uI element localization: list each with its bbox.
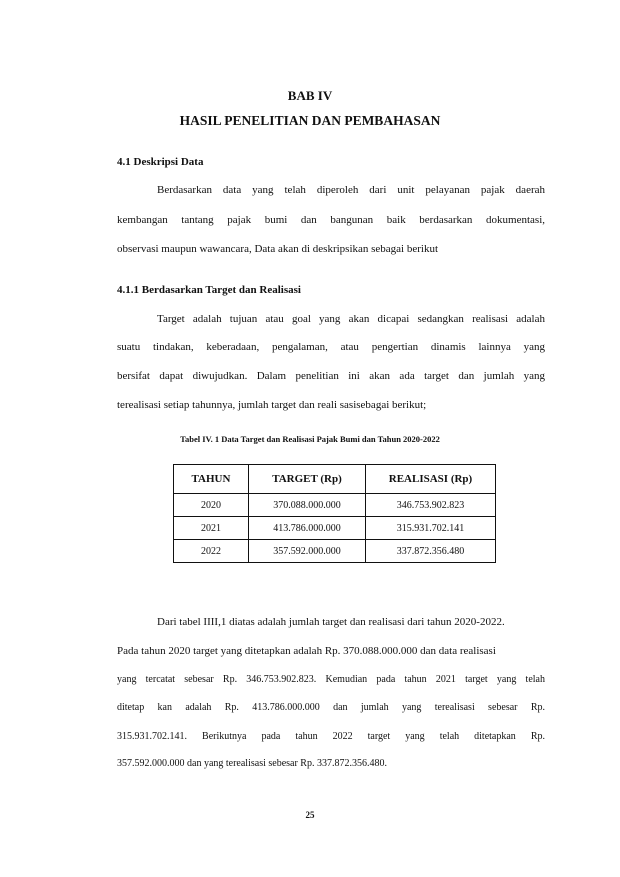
- paragraph-line: terealisasi setiap tahunnya, jumlah target dan reali sasisebagai berikut;: [117, 399, 427, 411]
- page-number: 25: [305, 810, 315, 820]
- table-cell-realization: 315.931.702.141: [366, 517, 496, 540]
- paragraph-line: ditetap kan adalah Rp. 413.786.000.000 dan jumlah yang terealisasi sebesar Rp.: [117, 702, 545, 713]
- table-cell-year: 2022: [174, 540, 249, 563]
- paragraph-line: 315.931.702.141. Berikutnya pada tahun 2022 target yang telah ditetapkan Rp.: [117, 731, 545, 742]
- paragraph-line: suatu tindakan, keberadaan, pengalaman, atau pengertian dinamis lainnya yang: [117, 341, 545, 353]
- paragraph-line: Pada tahun 2020 target yang ditetapkan adalah Rp. 370.088.000.000 dan data realisasi: [117, 645, 496, 657]
- table-header-row: [174, 465, 496, 494]
- table-row: [174, 494, 496, 517]
- section-heading-4-1: 4.1 Deskripsi Data: [117, 156, 204, 168]
- paragraph-line: Dari tabel IIII,1 diatas adalah jumlah target dan realisasi dari tahun 2020-2022.: [157, 616, 505, 628]
- column-header-tahun: TAHUN: [174, 465, 249, 494]
- column-header-target: TARGET (Rp): [249, 465, 366, 494]
- table-cell-year: 2020: [174, 494, 249, 517]
- table-cell-realization: 346.753.902.823: [366, 494, 496, 517]
- data-table: [173, 464, 496, 563]
- table-cell-realization: 337.872.356.480: [366, 540, 496, 563]
- table-cell-year: 2021: [174, 517, 249, 540]
- paragraph-line: kembangan tantang pajak bumi dan bangunan baik berdasarkan dokumentasi,: [117, 214, 545, 226]
- column-header-realisasi: REALISASI (Rp): [366, 465, 496, 494]
- table-cell-target: 357.592.000.000: [249, 540, 366, 563]
- table-cell-target: 370.088.000.000: [249, 494, 366, 517]
- table-cell-target: 413.786.000.000: [249, 517, 366, 540]
- paragraph-line: 357.592.000.000 dan yang terealisasi sebesar Rp. 337.872.356.480.: [117, 758, 387, 769]
- paragraph-line: Target adalah tujuan atau goal yang akan dicapai sedangkan realisasi adalah: [157, 313, 545, 325]
- section-heading-4-1-1: 4.1.1 Berdasarkan Target dan Realisasi: [117, 284, 301, 296]
- chapter-number: BAB IV: [287, 88, 333, 103]
- paragraph-line: observasi maupun wawancara, Data akan di deskripsikan sebagai berikut: [117, 243, 439, 255]
- paragraph-line: bersifat dapat diwujudkan. Dalam penelitian ini akan ada target dan jumlah yang: [117, 370, 545, 382]
- paragraph-line: Berdasarkan data yang telah diperoleh dari unit pelayanan pajak daerah: [157, 184, 545, 196]
- table-row: [174, 540, 496, 563]
- chapter-title: HASIL PENELITIAN DAN PEMBAHASAN: [179, 113, 441, 128]
- table-row: [174, 517, 496, 540]
- table-caption: Tabel IV. 1 Data Target dan Realisasi Pajak Bumi dan Tahun 2020-2022: [180, 434, 440, 444]
- paragraph-line: yang tercatat sebesar Rp. 346.753.902.823. Kemudian pada tahun 2021 target yang telah: [117, 674, 545, 685]
